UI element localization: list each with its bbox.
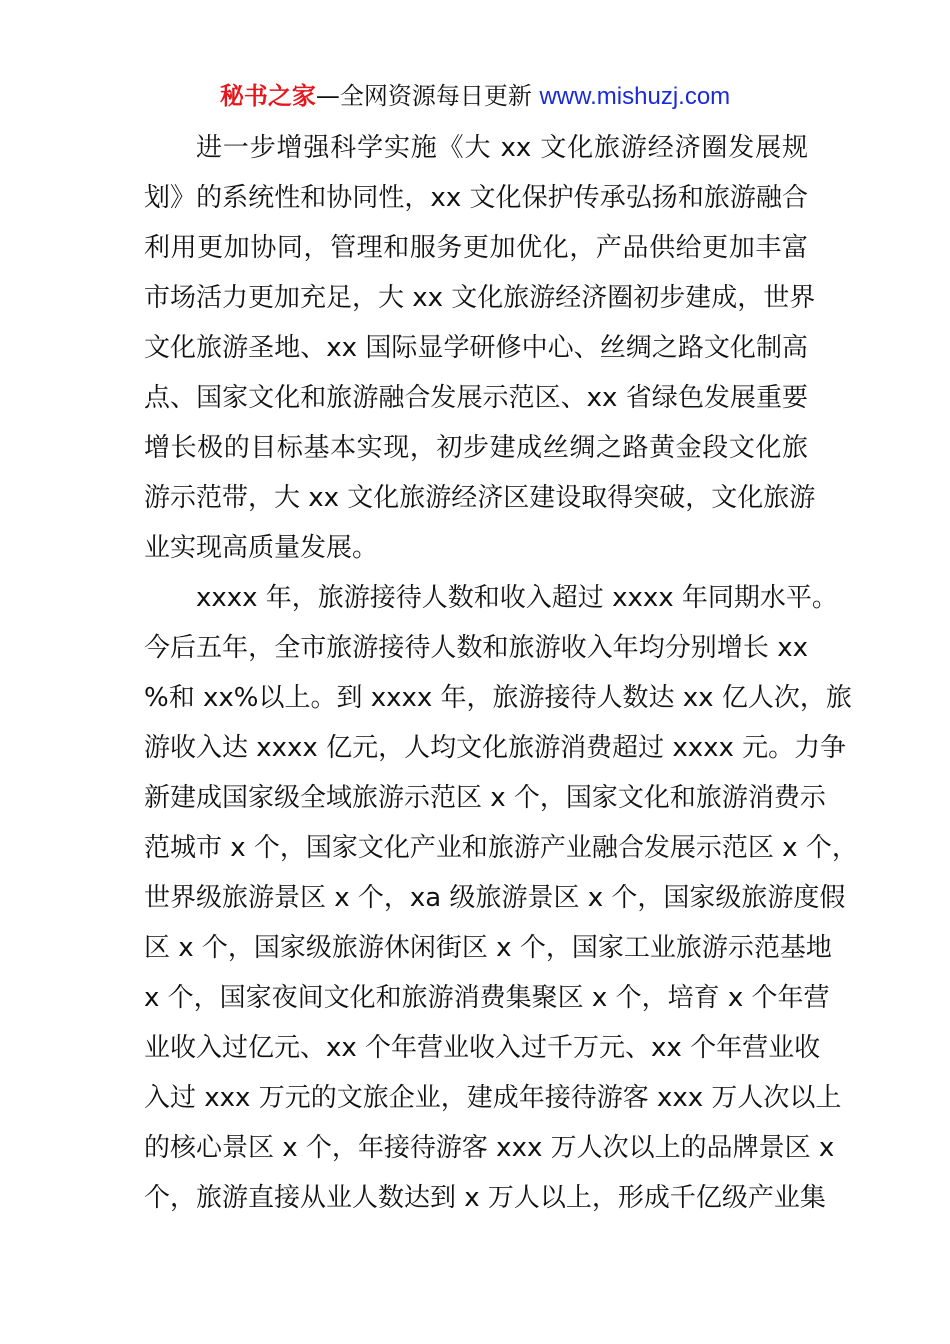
text-line: 增长极的目标基本实现，初步建成丝绸之路黄金段文化旅 xyxy=(144,433,808,463)
site-header xyxy=(0,80,950,113)
text-line: 文化旅游圣地、xx 国际显学研修中心、丝绸之路文化制高 xyxy=(144,333,808,363)
text-line: 世界级旅游景区 x 个，xa 级旅游景区 x 个，国家级旅游度假 xyxy=(144,883,846,913)
text-line: x 个，国家夜间文化和旅游消费集聚区 x 个，培育 x 个年营 xyxy=(144,983,830,1013)
text-line: 今后五年，全市旅游接待人数和旅游收入年均分别增长 xx xyxy=(144,633,808,663)
text-line: 新建成国家级全域旅游示范区 x 个，国家文化和旅游消费示 xyxy=(144,783,826,813)
site-brand: 秘书之家 xyxy=(219,82,316,110)
site-url[interactable]: www.mishuzj.com xyxy=(539,83,731,110)
text-line: 划》的系统性和协同性，xx 文化保护传承弘扬和旅游融合 xyxy=(144,183,808,213)
site-tagline: —全网资源每日更新 xyxy=(315,82,532,110)
text-line: 区 x 个，国家级旅游休闲街区 x 个，国家工业旅游示范基地 xyxy=(144,933,832,963)
text-line: 业收入过亿元、xx 个年营业收入过千万元、xx 个年营业收 xyxy=(144,1033,821,1063)
text-line: 游收入达 xxxx 亿元，人均文化旅游消费超过 xxxx 元。力争 xyxy=(144,733,847,763)
text-line: 个，旅游直接从业人数达到 x 万人以上，形成千亿级产业集 xyxy=(144,1183,826,1213)
paragraph-2 xyxy=(144,573,858,1223)
text-line: 游示范带，大 xx 文化旅游经济区建设取得突破，文化旅游 xyxy=(144,483,816,513)
text-line: 的核心景区 x 个，年接待游客 xxx 万人次以上的品牌景区 x xyxy=(144,1133,835,1163)
paragraph-1 xyxy=(144,123,816,573)
text-line: 入过 xxx 万元的文旅企业，建成年接待游客 xxx 万人次以上 xyxy=(144,1083,842,1113)
text-line: 进一步增强科学实施《大 xx 文化旅游经济圈发展规 xyxy=(196,133,808,163)
document-body xyxy=(144,123,858,1223)
text-line: 市场活力更加充足，大 xx 文化旅游经济圈初步建成，世界 xyxy=(144,283,816,313)
text-line: 范城市 x 个，国家文化产业和旅游产业融合发展示范区 x 个， xyxy=(144,833,858,863)
text-line: %和 xx%以上。到 xxxx 年，旅游接待人数达 xx 亿人次，旅 xyxy=(144,683,852,713)
text-line: 利用更加协同，管理和服务更加优化，产品供给更加丰富 xyxy=(144,233,808,263)
text-line: 业实现高质量发展。 xyxy=(144,533,379,563)
text-line: xxxx 年，旅游接待人数和收入超过 xxxx 年同期水平。 xyxy=(196,583,838,613)
text-line: 点、国家文化和旅游融合发展示范区、xx 省绿色发展重要 xyxy=(144,383,808,413)
